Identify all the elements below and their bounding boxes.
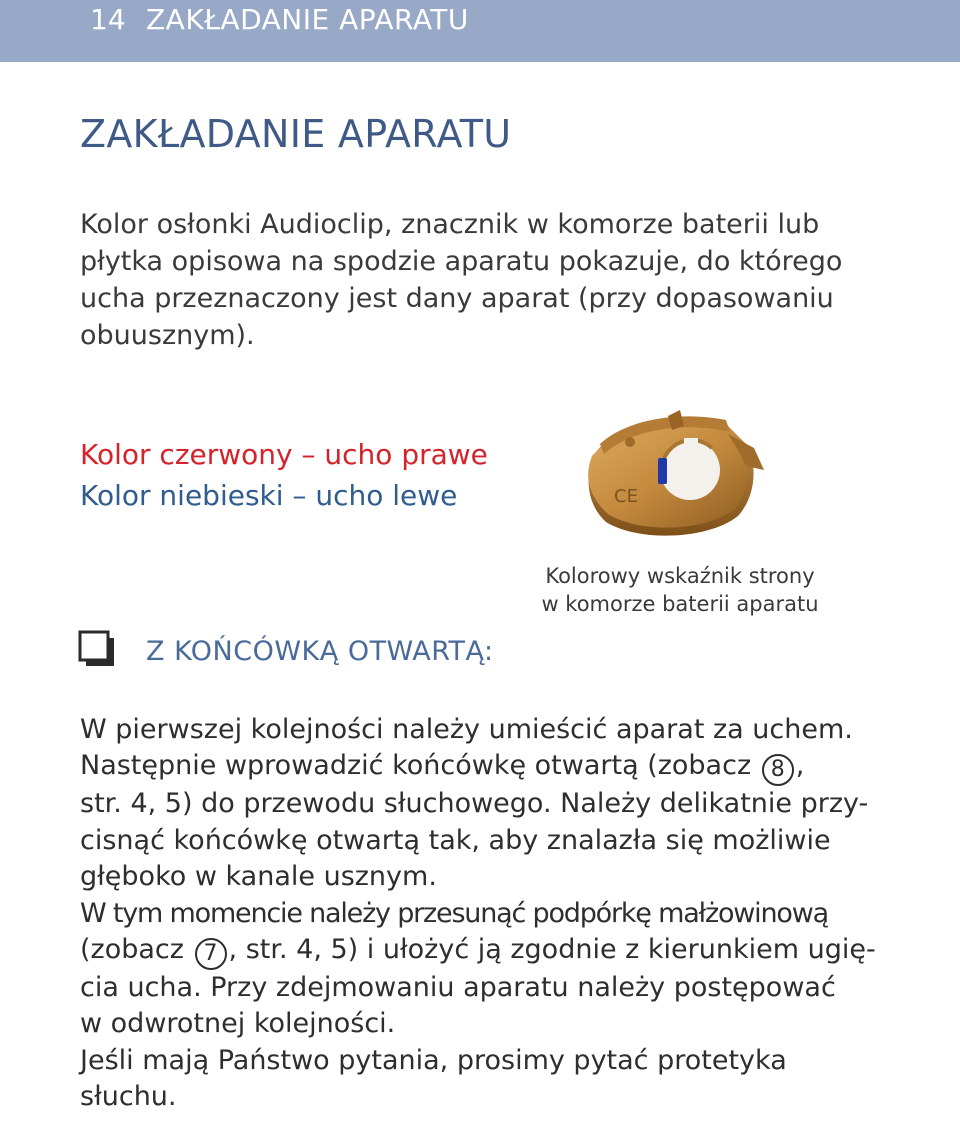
- caption-line: Kolorowy wskaźnik strony: [545, 564, 815, 588]
- body-line: w odwrotnej kolejności.: [80, 1008, 396, 1040]
- body-line-text: ,: [795, 750, 805, 782]
- header-section-title: ZAKŁADANIE APARATU: [146, 3, 469, 36]
- intro-line: płytka opisowa na spodzie aparatu pokazuje, do którego: [80, 246, 843, 277]
- intro-line: obuusznym).: [80, 320, 255, 351]
- body-line: str. 4, 5) do przewodu słuchowego. Należy delikatnie przy-: [80, 788, 869, 820]
- intro-line: ucha przeznaczony jest dany aparat (przy dopasowaniu: [80, 283, 834, 314]
- checkbox-icon: [78, 630, 116, 668]
- intro-line: Kolor osłonki Audioclip, znacznik w komorze baterii lub: [80, 209, 820, 240]
- ce-marking: CE: [614, 486, 638, 507]
- caption-line: w komorze baterii aparatu: [541, 592, 819, 616]
- page-title: ZAKŁADANIE APARATU: [80, 112, 512, 156]
- page-number: 14: [90, 3, 126, 36]
- body-line: słuchu.: [80, 1081, 177, 1113]
- body-line: W pierwszej kolejności należy umieścić aparat za uchem.: [80, 714, 853, 745]
- body-line: cisnąć końcówkę otwartą tak, aby znalazła się możliwie: [80, 824, 831, 856]
- page-header: [0, 0, 960, 62]
- instructions-paragraph: [80, 712, 876, 1116]
- reference-number-7: 7: [195, 938, 227, 970]
- legend-blue-left-ear: Kolor niebieski – ucho lewe: [80, 479, 458, 512]
- body-line: W tym momencie należy przesunąć podpórkę małżowinową: [80, 897, 828, 929]
- intro-paragraph: [80, 206, 880, 354]
- body-line: [80, 748, 870, 786]
- blue-side-indicator: [658, 458, 667, 484]
- body-line-text: (zobacz: [80, 934, 184, 966]
- body-line: cia ucha. Przy zdejmowaniu aparatu należy postępować: [80, 972, 836, 1004]
- legend-red-right-ear: Kolor czerwony – ucho prawe: [80, 438, 488, 471]
- body-line-text: Następnie wprowadzić końcówkę otwartą (zobacz: [80, 750, 752, 782]
- body-line: [80, 932, 876, 970]
- body-line-text: , str. 4, 5) i ułożyć ją zgodnie z kierunkiem ugię-: [228, 934, 876, 966]
- body-line: głęboko w kanale usznym.: [80, 861, 437, 893]
- section-heading: Z KOŃCÓWKĄ OTWARTĄ:: [146, 636, 494, 667]
- image-caption: [530, 562, 830, 618]
- hearing-aid-battery-door-image: [578, 404, 768, 544]
- body-line: Jeśli mają Państwo pytania, prosimy pytać protetyka: [80, 1044, 787, 1076]
- reference-number-8: 8: [762, 754, 794, 786]
